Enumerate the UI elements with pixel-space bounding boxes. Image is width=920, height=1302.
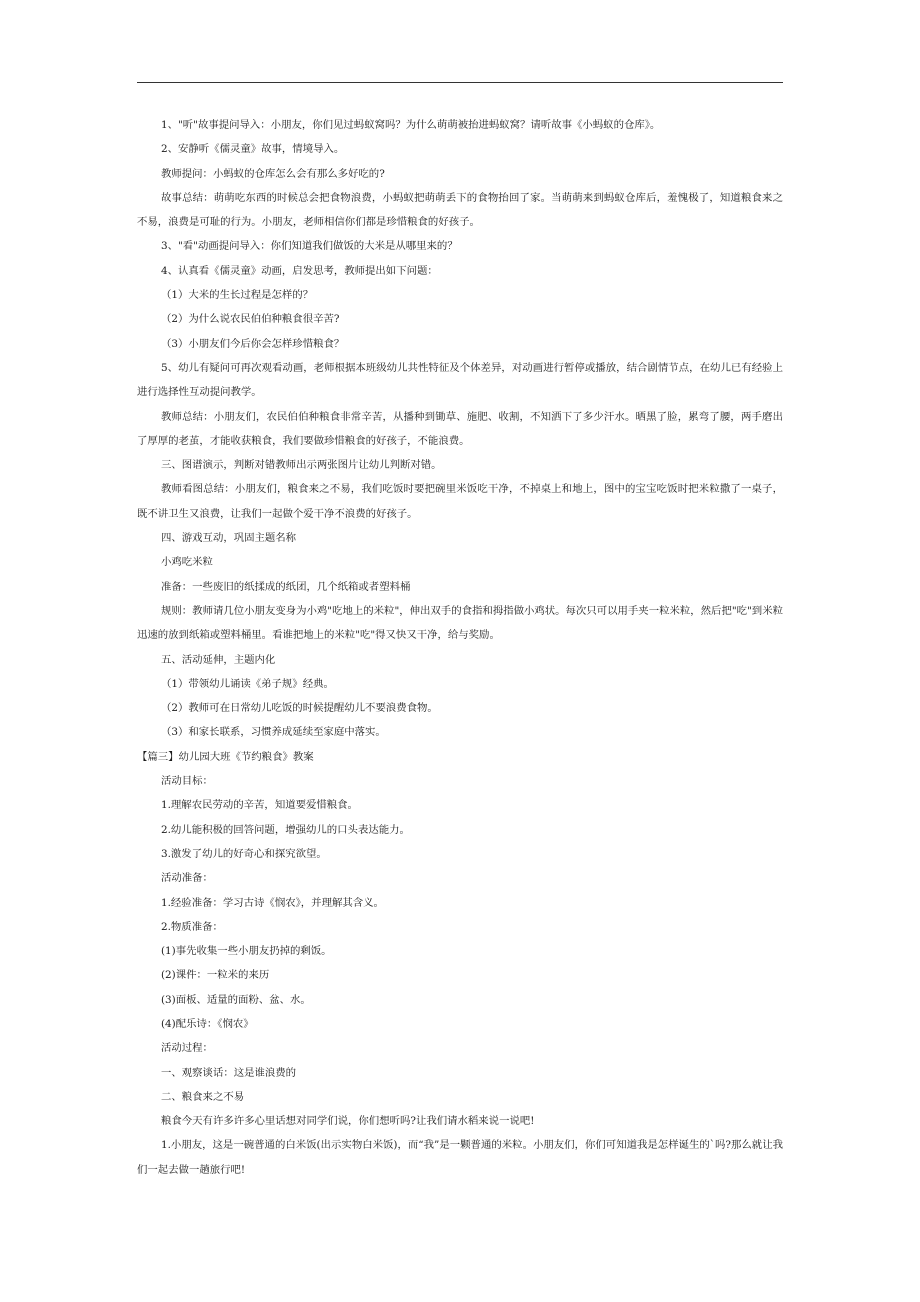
header-rule <box>137 82 783 83</box>
list-item: （3）和家长联系，习惯养成延续至家庭中落实。 <box>161 726 386 739</box>
section-heading: 二、粮食来之不易 <box>161 1090 245 1103</box>
subheading: 活动过程： <box>161 1042 213 1055</box>
paragraph: 教师总结：小朋友们，农民伯伯种粮食非常辛苦，从播种到锄草、施肥、收割，不知洒下了多少汗水。晒黑了脸，累弯了腰，两手磨出了厚厚的老茧，才能收获粮食，我们要做珍惜粮食的好孩子，不能浪费。 <box>137 410 783 447</box>
paragraph: 1、"听"故事提问导入：小朋友，你们见过蚂蚁窝吗？为什么萌萌被抬进蚂蚁窝？请听故事《小蚂蚁的仓库》。 <box>161 119 661 131</box>
subheading: 活动目标： <box>161 775 213 788</box>
subheading: 活动准备： <box>161 872 213 885</box>
paragraph: 1.小朋友，这是一碗普通的白米饭(出示实物白米饭)，而“我”是一颗普通的米粒。小朋友们，你们可知道我是怎样诞生的`吗?那么就让我们一起去做一趟旅行吧! <box>137 1139 783 1176</box>
list-item: 2.幼儿能积极的回答问题，增强幼儿的口头表达能力。 <box>161 823 410 836</box>
chapter-title: 【篇三】幼儿园大班《节约粮食》教案 <box>137 750 314 763</box>
question-item: （2）为什么说农民伯伯种粮食很辛苦? <box>161 313 340 326</box>
paragraph: 2、安静听《儒灵童》故事，情境导入。 <box>161 143 345 156</box>
list-item: (1)事先收集一些小朋友扔掉的剩饭。 <box>161 945 332 958</box>
paragraph: 教师看图总结：小朋友们，粮食来之不易，我们吃饭时要把碗里米饭吃干净，不掉桌上和地上，图中的宝宝吃饭时把米粒撒了一桌子，既不讲卫生又浪费，让我们一起做个爱干净不浪费的好孩子。 <box>137 483 783 520</box>
paragraph: 4、认真看《儒灵童》动画，启发思考，教师提出如下问题： <box>161 264 438 277</box>
section-heading: 四、游戏互动，巩固主题名称 <box>161 532 297 545</box>
list-item: 1.经验准备：学习古诗《悯农》，并理解其含义。 <box>161 896 384 909</box>
list-item: 2.物质准备： <box>161 920 223 933</box>
list-item: 1.理解农民劳动的辛苦，知道要爱惜粮食。 <box>161 799 358 812</box>
paragraph: 粮食今天有许多许多心里话想对同学们说，你们想听吗?让我们请水稻来说一说吧! <box>161 1115 535 1128</box>
game-title: 小鸡吃米粒 <box>161 556 213 569</box>
section-heading: 一、观察谈话：这是谁浪费的 <box>161 1066 297 1079</box>
paragraph: 规则：教师请几位小朋友变身为小鸡"吃地上的米粒"，伸出双手的食指和拇指做小鸡状。每次只可以用手夹一粒米粒，然后把"吃"到米粒迅速的放到纸箱或塑料桶里。看谁把地上的米粒"吃"得又快又干净，给与奖励。 <box>137 604 783 642</box>
paragraph: 教师提问：小蚂蚁的仓库怎么会有那么多好吃的? <box>161 167 385 180</box>
list-item: 3.激发了幼儿的好奇心和探究欲望。 <box>161 847 327 860</box>
paragraph: 准备：一些废旧的纸揉成的纸团，几个纸箱或者塑料桶 <box>161 580 411 593</box>
question-item: （3）小朋友们今后你会怎样珍惜粮食？ <box>161 337 345 350</box>
list-item: （2）教师可在日常幼儿吃饭的时候提醒幼儿不要浪费食物。 <box>161 702 438 715</box>
list-item: (2)课件：一粒米的来历 <box>161 969 270 982</box>
paragraph: 故事总结：萌萌吃东西的时候总会把食物浪费，小蚂蚁把萌萌丢下的食物抬回了家。当萌萌来到蚂蚁仓库后，羞愧极了，知道粮食来之不易，浪费是可耻的行为。小朋友，老师相信你们都是珍惜粮食的好孩子。 <box>137 191 783 229</box>
section-heading: 五、活动延伸，主题内化 <box>161 653 276 666</box>
paragraph: 5、幼儿有疑问可再次观看动画，老师根据本班级幼儿共性特征及个体差异，对动画进行暂停或播放，结合剧情节点，在幼儿已有经验上进行选择性互动提问教学。 <box>137 361 783 399</box>
section-heading: 三、图谱演示，判断对错教师出示两张图片让幼儿判断对错。 <box>161 459 442 472</box>
question-item: （1）大米的生长过程是怎样的？ <box>161 289 314 302</box>
document-body <box>137 113 783 1182</box>
list-item: （1）带领幼儿诵读《弟子规》经典。 <box>161 677 334 690</box>
paragraph: 3、"看"动画提问导入：你们知道我们做饭的大米是从哪里来的？ <box>161 240 458 253</box>
list-item: (4)配乐诗：《悯农》 <box>161 1017 254 1030</box>
list-item: (3)面板、适量的面粉、盆、水。 <box>161 993 311 1006</box>
